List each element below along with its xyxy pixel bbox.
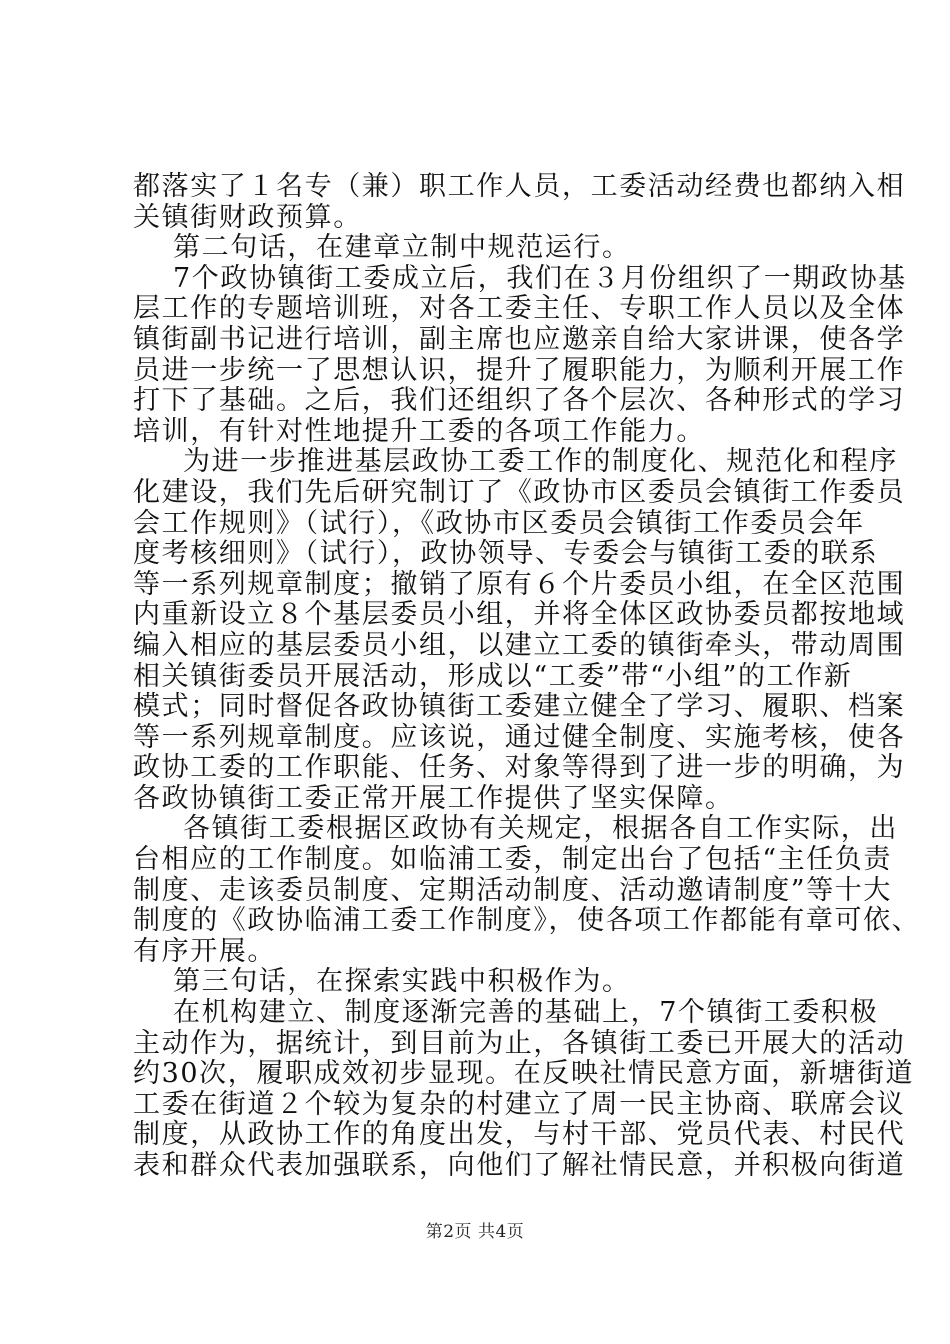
text-line: 有序开展。 [133, 935, 276, 967]
text-line: 内重新设立８个基层委员小组，并将全体区政协委员都按地域 [133, 599, 906, 631]
text-line: 约30次，履职成效初步显现。在反映社情民意方面，新塘街道 [133, 1058, 915, 1090]
text-line: 主动作为，据统计，到目前为止，各镇街工委已开展大的活动 [133, 1027, 906, 1059]
text-line: 表和群众代表加强联系，向他们了解社情民意，并积极向街道 [133, 1150, 906, 1181]
text-line: 等一系列规章制度。应该说，通过健全制度、实施考核，使各 [133, 721, 906, 753]
text-line: 相关镇街委员开展活动，形成以“工委”带“小组”的工作新 [133, 660, 853, 692]
text-line: 度考核细则》（试行），政协领导、专委会与镇街工委的联系 [133, 538, 879, 570]
text-line: 编入相应的基层委员小组，以建立工委的镇街牵头，带动周围 [133, 629, 906, 661]
text-line: 制度的《政协临浦工委工作制度》，使各项工作都能有章可依、 [133, 905, 921, 937]
text-line: 模式；同时督促各政协镇街工委建立健全了学习、履职、档案 [133, 691, 906, 723]
text-line: 化建设，我们先后研究制订了《政协市区委员会镇街工作委员 [133, 476, 906, 508]
text-line: 台相应的工作制度。如临浦工委，制定出台了包括“主任负责 [133, 844, 893, 876]
text-line: 7个政协镇街工委成立后，我们在３月份组织了一期政协基 [173, 262, 907, 294]
page-number: 第2页 共4页 [425, 1222, 525, 1242]
text-line: 各镇街工委根据区政协有关规定，根据各自工作实际，出 [183, 813, 898, 845]
text-line: 制度，从政协工作的角度出发，与村干部、党员代表、村民代 [133, 1119, 906, 1151]
text-line: 会工作规则》（试行），《政协市区委员会镇街工作委员会年 [133, 507, 865, 539]
text-line: 在机构建立、制度逐渐完善的基础上，7个镇街工委积极 [173, 997, 879, 1029]
document-body [133, 171, 921, 1182]
text-line: 员进一步统一了思想认识，提升了履职能力，为顺利开展工作 [133, 354, 906, 386]
text-line: 为进一步推进基层政协工委工作的制度化、规范化和程序 [183, 446, 898, 478]
text-line: 培训，有针对性地提升工委的各项工作能力。 [133, 415, 705, 447]
text-line: 制度、走该委员制度、定期活动制度、活动邀请制度”等十大 [133, 874, 893, 906]
section-heading: 第二句话，在建章立制中规范运行。 [173, 232, 631, 264]
text-line: 打下了基础。之后，我们还组织了各个层次、各种形式的学习 [133, 385, 906, 417]
text-line: 政协工委的工作职能、任务、对象等得到了进一步的明确，为 [133, 752, 906, 784]
text-line: 镇街副书记进行培训，副主席也应邀亲自给大家讲课，使各学 [133, 323, 906, 355]
text-line: 各政协镇街工委正常开展工作提供了坚实保障。 [133, 782, 734, 814]
page-footer [0, 1217, 950, 1242]
text-line: 关镇街财政预算。 [133, 201, 362, 233]
section-heading: 第三句话，在探索实践中积极作为。 [173, 966, 631, 998]
text-line: 工委在街道２个较为复杂的村建立了周一民主协商、联席会议 [133, 1088, 906, 1120]
text-line: 层工作的专题培训班，对各工委主任、专职工作人员以及全体 [133, 293, 906, 325]
text-line: 等一系列规章制度；撤销了原有６个片委员小组，在全区范围 [133, 568, 906, 600]
text-line: 都落实了１名专（兼）职工作人员，工委活动经费也都纳入相 [133, 171, 906, 202]
